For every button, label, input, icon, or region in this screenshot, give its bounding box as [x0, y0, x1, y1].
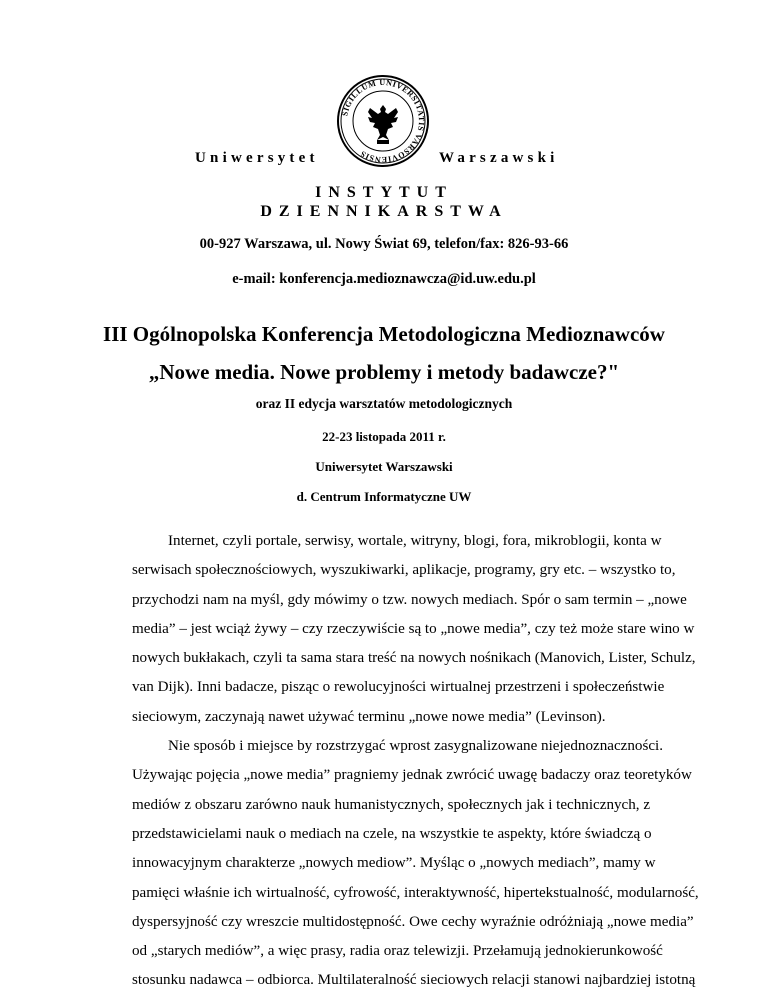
conference-place: d. Centrum Informatyczne UW	[296, 489, 472, 504]
conference-subtitle: „Nowe media. Nowe problemy i metody badawcze?"	[148, 360, 620, 384]
body-text	[132, 527, 699, 996]
paragraph-line: serwisach społecznościowych, wyszukiwarki, aplikacje, programy, gry etc. – wszystko to,	[132, 562, 676, 579]
university-seal-logo	[337, 75, 429, 167]
university-name-left: Uniwersytet	[195, 150, 319, 166]
paragraph-line: innowacyjnym charakterze „nowych mediow”. Myśląc o „nowych mediach”, mamy w	[132, 855, 656, 872]
email: e-mail: konferencja.medioznawcza@id.uw.edu.pl	[232, 271, 536, 287]
institute-name: DZIENNIKARSTWA	[260, 203, 508, 220]
conference-venue: Uniwersytet Warszawski	[315, 459, 453, 474]
paragraph-line: van Dijk). Inni badacze, pisząc o rewolucyjności wirtualnej przestrzeni i społeczeństwie	[132, 679, 665, 696]
paragraph-line: od „starych mediów”, a więc prasy, radia oraz telewizji. Przełamują jednokierunkowość	[132, 943, 663, 960]
paragraph-line: przychodzi nam na myśl, gdy mówimy o tzw. nowych mediach. Spór o sam termin – „nowe	[132, 591, 687, 608]
university-name-right: Warszawski	[439, 150, 559, 166]
paragraph-line: Internet, czyli portale, serwisy, wortale, witryny, blogi, fora, mikroblogii, konta w	[168, 533, 662, 549]
svg-text:SIGILLUM UNIVERSITATIS VARSOVI: SIGILLUM UNIVERSITATIS VARSOVIENSIS	[340, 77, 427, 165]
paragraph-line: przedstawicielami nauk o mediach na czele, na wszystkie te aspekty, które świadczą o	[132, 825, 652, 842]
institute-label: INSTYTUT	[315, 184, 453, 201]
paragraph-line: pamięci właśnie ich wirtualność, cyfrowość, interaktywność, hipertekstualność, modularność,	[132, 884, 699, 901]
paragraph-line: Używając pojęcia „nowe media” pragniemy jednak zwrócić uwagę badaczy oraz teoretyków	[132, 767, 692, 784]
conference-dates: 22-23 listopada 2011 r.	[322, 429, 446, 444]
paragraph-line: stosunku nadawca – odbiorca. Multilateralność sieciowych relacji stanowi najbardziej istotną	[132, 972, 696, 989]
address: 00-927 Warszawa, ul. Nowy Świat 69, telefon/fax: 826-93-66	[199, 236, 569, 252]
workshop-edition: oraz II edycja warsztatów metodologicznych	[255, 396, 513, 411]
paragraph-line: dyspersyjność czy wreszcie multidostępność. Owe cechy wyraźnie odróżniają „nowe media”	[132, 913, 694, 930]
paragraph-line: media” – jest wciąż żywy – czy rzeczywiście są to „nowe media”, czy też może stare wino w	[132, 620, 695, 637]
paragraph-line: Nie sposób i miejsce by rozstrzygać wprost zasygnalizowane niejednoznaczności.	[168, 738, 663, 755]
paragraph-line: nowych bukłakach, czyli ta sama stara treść na nowych nośnikach (Manovich, Lister, Schulz,	[132, 650, 696, 667]
paragraph-line: sieciowym, zaczynają nawet używać terminu „nowe nowe media” (Levinson).	[132, 708, 606, 725]
conference-title: III Ogólnopolska Konferencja Metodologiczna Medioznawców	[103, 322, 665, 346]
paragraph-line: mediów z obszaru zarówno nauk humanistycznych, społecznych jak i technicznych, z	[132, 796, 651, 813]
